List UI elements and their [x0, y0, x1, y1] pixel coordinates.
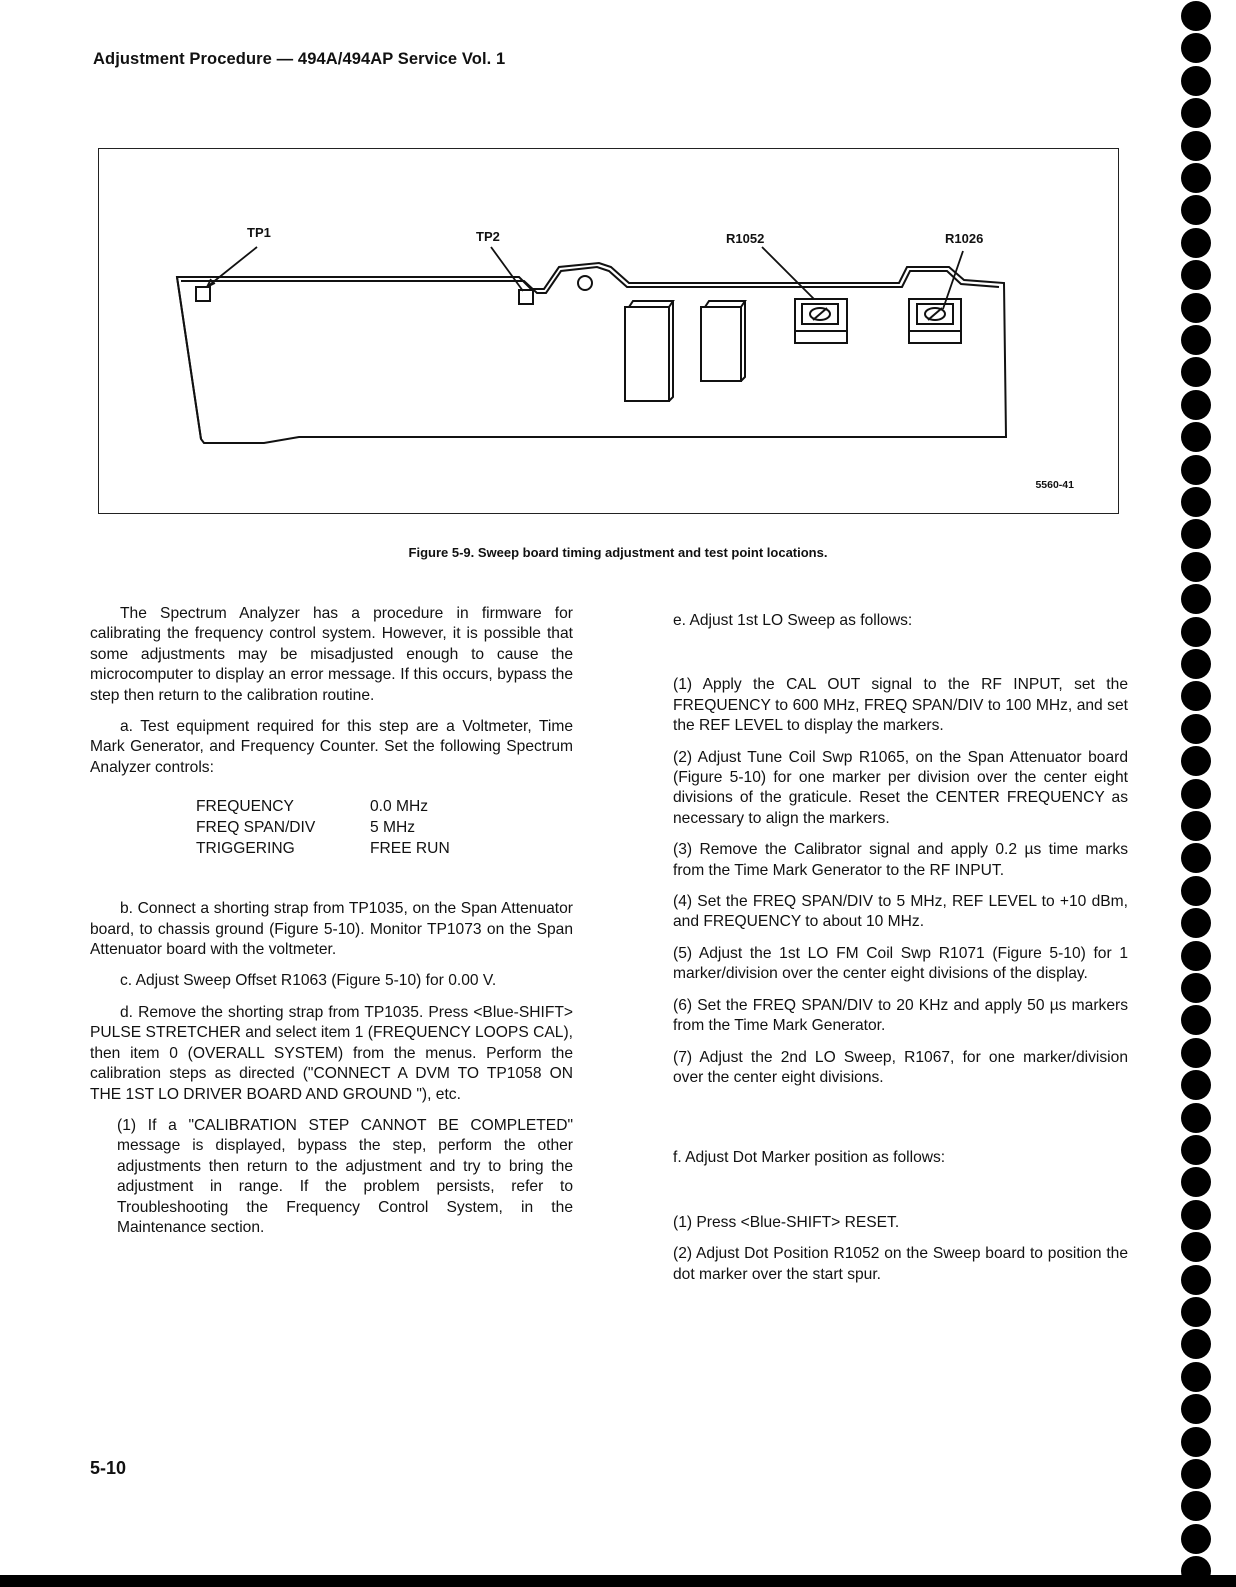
binder-hole: [1181, 390, 1211, 420]
label-tp1: TP1: [247, 225, 271, 240]
settings-row: [196, 796, 450, 817]
binder-hole: [1181, 1232, 1211, 1262]
binder-hole: [1181, 357, 1211, 387]
step-e7: (7) Adjust the 2nd LO Sweep, R1067, for one marker/division over the center eight divisions.: [673, 1048, 1128, 1086]
binder-hole: [1181, 487, 1211, 517]
settings-row: [196, 817, 450, 838]
figure-code: 5560-41: [1035, 479, 1074, 491]
binder-hole: [1181, 131, 1211, 161]
setting-value: 5 MHz: [370, 819, 416, 837]
right-column: [673, 611, 1128, 1296]
binder-hole: [1181, 811, 1211, 841]
step-e: e. Adjust 1st LO Sweep as follows:: [673, 612, 913, 629]
binder-hole: [1181, 163, 1211, 193]
step-c: c. Adjust Sweep Offset R1063 (Figure 5-10) for 0.00 V.: [120, 972, 497, 990]
component-block-1: [625, 307, 669, 401]
binder-hole: [1181, 260, 1211, 290]
step-e5: (5) Adjust the 1st LO FM Coil Swp R1071 (Figure 5-10) for 1 marker/division over the center eight divisions of the display.: [673, 944, 1128, 983]
binder-hole: [1181, 908, 1211, 938]
binder-holes: [1178, 0, 1218, 1587]
binder-hole: [1181, 649, 1211, 679]
binder-hole: [1181, 1005, 1211, 1035]
binder-hole: [1181, 519, 1211, 549]
step-a: a. Test equipment required for this step are a Voltmeter, Time Mark Generator, and Frequency Counter. Set the following Spectrum Analyzer controls:: [90, 718, 573, 776]
binder-hole: [1181, 1265, 1211, 1295]
binder-hole: [1181, 1103, 1211, 1133]
scan-edge-bar: [0, 1575, 1236, 1587]
component-block-2: [701, 307, 741, 381]
binder-hole: [1181, 33, 1211, 63]
binder-hole: [1181, 552, 1211, 582]
binder-hole: [1181, 1070, 1211, 1100]
step-b: b. Connect a shorting strap from TP1035, on the Span Attenuator board, to chassis ground (Figure 5-10). Monitor TP1073 on the Span Attenuator board with the voltmeter.: [90, 900, 573, 959]
tp1-square: [196, 287, 210, 301]
left-column: [90, 604, 573, 1249]
settings-row: [196, 838, 450, 859]
binder-hole: [1181, 714, 1211, 744]
step-e2: (2) Adjust Tune Coil Swp R1065, on the Span Attenuator board (Figure 5-10) for one marker per division over the center eight divisions of the graticule. Reset the CENTER FREQUENCY as necessary to align the markers.: [673, 748, 1128, 827]
binder-hole: [1181, 1362, 1211, 1392]
binder-hole: [1181, 1491, 1211, 1521]
binder-hole: [1181, 1427, 1211, 1457]
binder-hole: [1181, 228, 1211, 258]
binder-hole: [1181, 1459, 1211, 1489]
binder-hole: [1181, 1, 1211, 31]
intro-paragraph: The Spectrum Analyzer has a procedure in firmware for calibrating the frequency control system. However, it is possible that some adjustments may be misadjusted enough to cause the microcomputer to display an error message. If this occurs, bypass the step then return to the calibration routine.: [90, 605, 573, 704]
running-header: Adjustment Procedure — 494A/494AP Service Vol. 1: [93, 50, 506, 68]
binder-hole: [1181, 973, 1211, 1003]
binder-hole: [1181, 617, 1211, 647]
binder-hole: [1181, 876, 1211, 906]
binder-hole: [1181, 455, 1211, 485]
binder-hole: [1181, 779, 1211, 809]
setting-name: FREQ SPAN/DIV: [196, 819, 316, 837]
binder-hole: [1181, 325, 1211, 355]
step-f2: (2) Adjust Dot Position R1052 on the Sweep board to position the dot marker over the start spur.: [673, 1245, 1128, 1283]
binder-hole: [1181, 584, 1211, 614]
label-tp2: TP2: [476, 229, 500, 244]
setting-value: FREE RUN: [370, 840, 450, 858]
label-r1052: R1052: [726, 231, 765, 246]
step-d1: (1) If a "CALIBRATION STEP CANNOT BE COMPLETED" message is displayed, bypass the step, perform the other adjustments then return to the adjustment and try to bring the adjustment in range. If the problem persists, refer to Troubleshooting the Frequency Control System, in the Maintenance section.: [117, 1116, 573, 1236]
step-f1: (1) Press <Blue-SHIFT> RESET.: [673, 1213, 900, 1231]
step-d: d. Remove the shorting strap from TP1035. Press <Blue-SHIFT> PULSE STRETCHER and select item 1 (FREQUENCY LOOPS CAL), then item 0 (OVERALL SYSTEM) from the menus. Perform the calibration steps as directed ("CONNECT A DVM TO TP1058 ON THE 1ST LO DRIVER BOARD AND GROUND "), etc.: [90, 1003, 573, 1103]
mounting-hole: [578, 276, 592, 290]
binder-hole: [1181, 1297, 1211, 1327]
sweep-board-drawing: [99, 149, 1120, 515]
binder-hole: [1181, 98, 1211, 128]
binder-hole: [1181, 1394, 1211, 1424]
binder-hole: [1181, 843, 1211, 873]
binder-hole: [1181, 1524, 1211, 1554]
binder-hole: [1181, 941, 1211, 971]
figure-caption: Figure 5-9. Sweep board timing adjustment and test point locations.: [408, 545, 828, 560]
settings-table: [196, 796, 450, 859]
step-e1: (1) Apply the CAL OUT signal to the RF INPUT, set the FREQUENCY to 600 MHz, FREQ SPAN/DIV to 100 MHz, and set the REF LEVEL to display the markers.: [673, 676, 1128, 735]
binder-hole: [1181, 293, 1211, 323]
binder-hole: [1181, 66, 1211, 96]
binder-hole: [1181, 1200, 1211, 1230]
binder-hole: [1181, 681, 1211, 711]
setting-name: TRIGGERING: [196, 840, 295, 858]
label-r1026: R1026: [945, 231, 984, 246]
binder-hole: [1181, 1135, 1211, 1165]
step-e4: (4) Set the FREQ SPAN/DIV to 5 MHz, REF LEVEL to +10 dBm, and FREQUENCY to about 10 MHz.: [673, 893, 1128, 931]
step-f: f. Adjust Dot Marker position as follows:: [673, 1149, 946, 1167]
setting-name: FREQUENCY: [196, 798, 294, 816]
step-e6: (6) Set the FREQ SPAN/DIV to 20 KHz and apply 50 µs markers from the Time Mark Generator.: [673, 996, 1128, 1035]
binder-hole: [1181, 422, 1211, 452]
binder-hole: [1181, 1167, 1211, 1197]
tp2-square: [519, 290, 533, 304]
page-number: 5-10: [90, 1458, 127, 1478]
binder-hole: [1181, 1038, 1211, 1068]
step-e3: (3) Remove the Calibrator signal and apply 0.2 µs time marks from the Time Mark Generator to the RF INPUT.: [673, 841, 1128, 879]
setting-value: 0.0 MHz: [370, 798, 429, 816]
binder-hole: [1181, 746, 1211, 776]
binder-hole: [1181, 195, 1211, 225]
binder-hole: [1181, 1329, 1211, 1359]
figure-sweep-board: [98, 148, 1119, 514]
